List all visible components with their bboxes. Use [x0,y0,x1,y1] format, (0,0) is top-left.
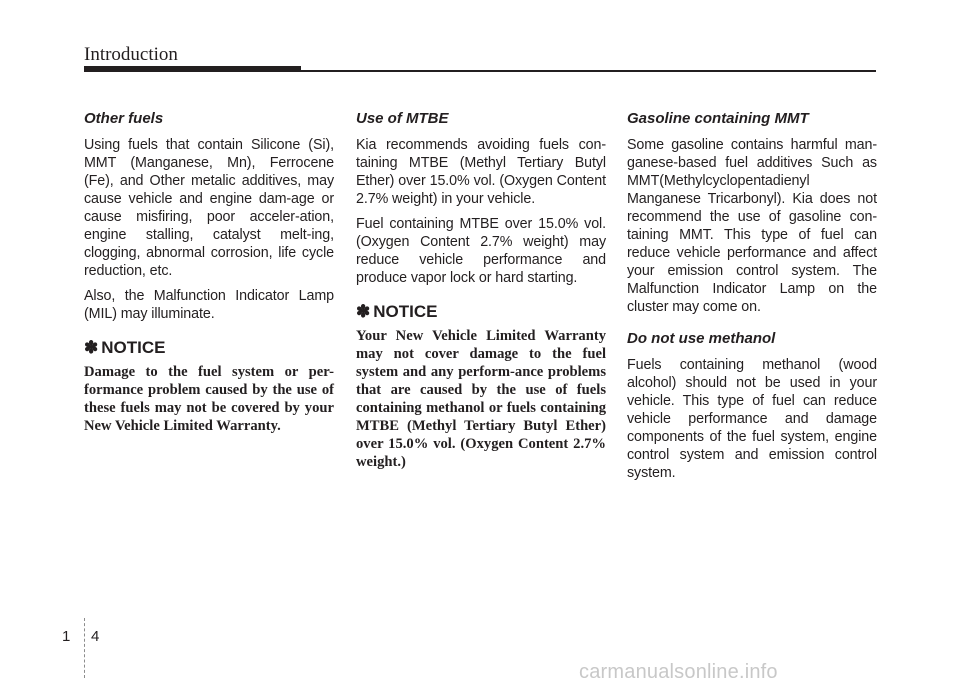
paragraph: Fuels containing methanol (wood alcohol) should not be used in your vehicle. This type of fuel can reduce vehicle performance and damage components of the fuel system, engine control system and emission control system. [627,357,877,481]
header-rule-thin [301,70,876,72]
notice-heading [84,337,334,359]
paragraph: Fuel containing MTBE over 15.0% vol. (Oxygen Content 2.7% weight) may reduce vehicle performance and produce vapor lock or hard starting. [356,216,606,286]
column-use-of-mtbe [356,110,606,471]
notice-label: NOTICE [101,338,166,357]
notice-star-icon: ✽ [356,302,371,321]
chapter-number: 1 [62,628,71,645]
page-number: 4 [91,628,100,645]
notice-text: Your New Vehicle Limited Warranty may not cover damage to the fuel system and any perform-ance problems that are caused by the use of fuels containing methanol or fuels containing MTBE (Methyl Tertiary Butyl Ether) over 15.0% vol. (Oxygen Content 2.7% weight.) [356,328,606,470]
heading-do-not-use-methanol: Do not use methanol [627,330,776,347]
notice-heading [356,301,606,323]
heading-gasoline-mmt: Gasoline containing MMT [627,110,809,127]
notice-star-icon: ✽ [84,338,99,357]
heading-other-fuels: Other fuels [84,110,164,127]
heading-use-of-mtbe: Use of MTBE [356,110,449,127]
column-gasoline-mmt [627,110,877,489]
notice-text: Damage to the fuel system or per-formance problem caused by the use of these fuels may not be covered by your New Vehicle Limited Warranty. [84,364,334,434]
paragraph: Using fuels that contain Silicone (Si), MMT (Manganese, Mn), Ferrocene (Fe), and Other metalic additives, may cause vehicle and engine dam-age or cause misfiring, poor acceler-ation, engine stalling, catalyst melt-ing, clogging, abnormal corrosion, life cycle reduction, etc. [84,137,334,279]
section-title: Introduction [84,44,178,65]
footer-divider [84,618,85,678]
paragraph: Kia recommends avoiding fuels con-taining MTBE (Methyl Tertiary Butyl Ether) over 15.0% vol. (Oxygen Content 2.7% weight) in your vehicle. [356,137,606,207]
column-other-fuels [84,110,334,435]
watermark: carmanualsonline.info [579,661,778,683]
header-rule-thick [84,66,301,72]
notice-label: NOTICE [373,302,438,321]
paragraph: Also, the Malfunction Indicator Lamp (MIL) may illuminate. [84,288,334,322]
paragraph: Some gasoline contains harmful man-ganese-based fuel additives Such as MMT(Methylcyclopentadienyl Manganese Tricarbonyl). Kia does not recommend the use of gasoline con-taining MMT. This type of fuel can reduce vehicle performance and affect your emission control system. The Malfunction Indicator Lamp on the cluster may come on. [627,137,877,315]
